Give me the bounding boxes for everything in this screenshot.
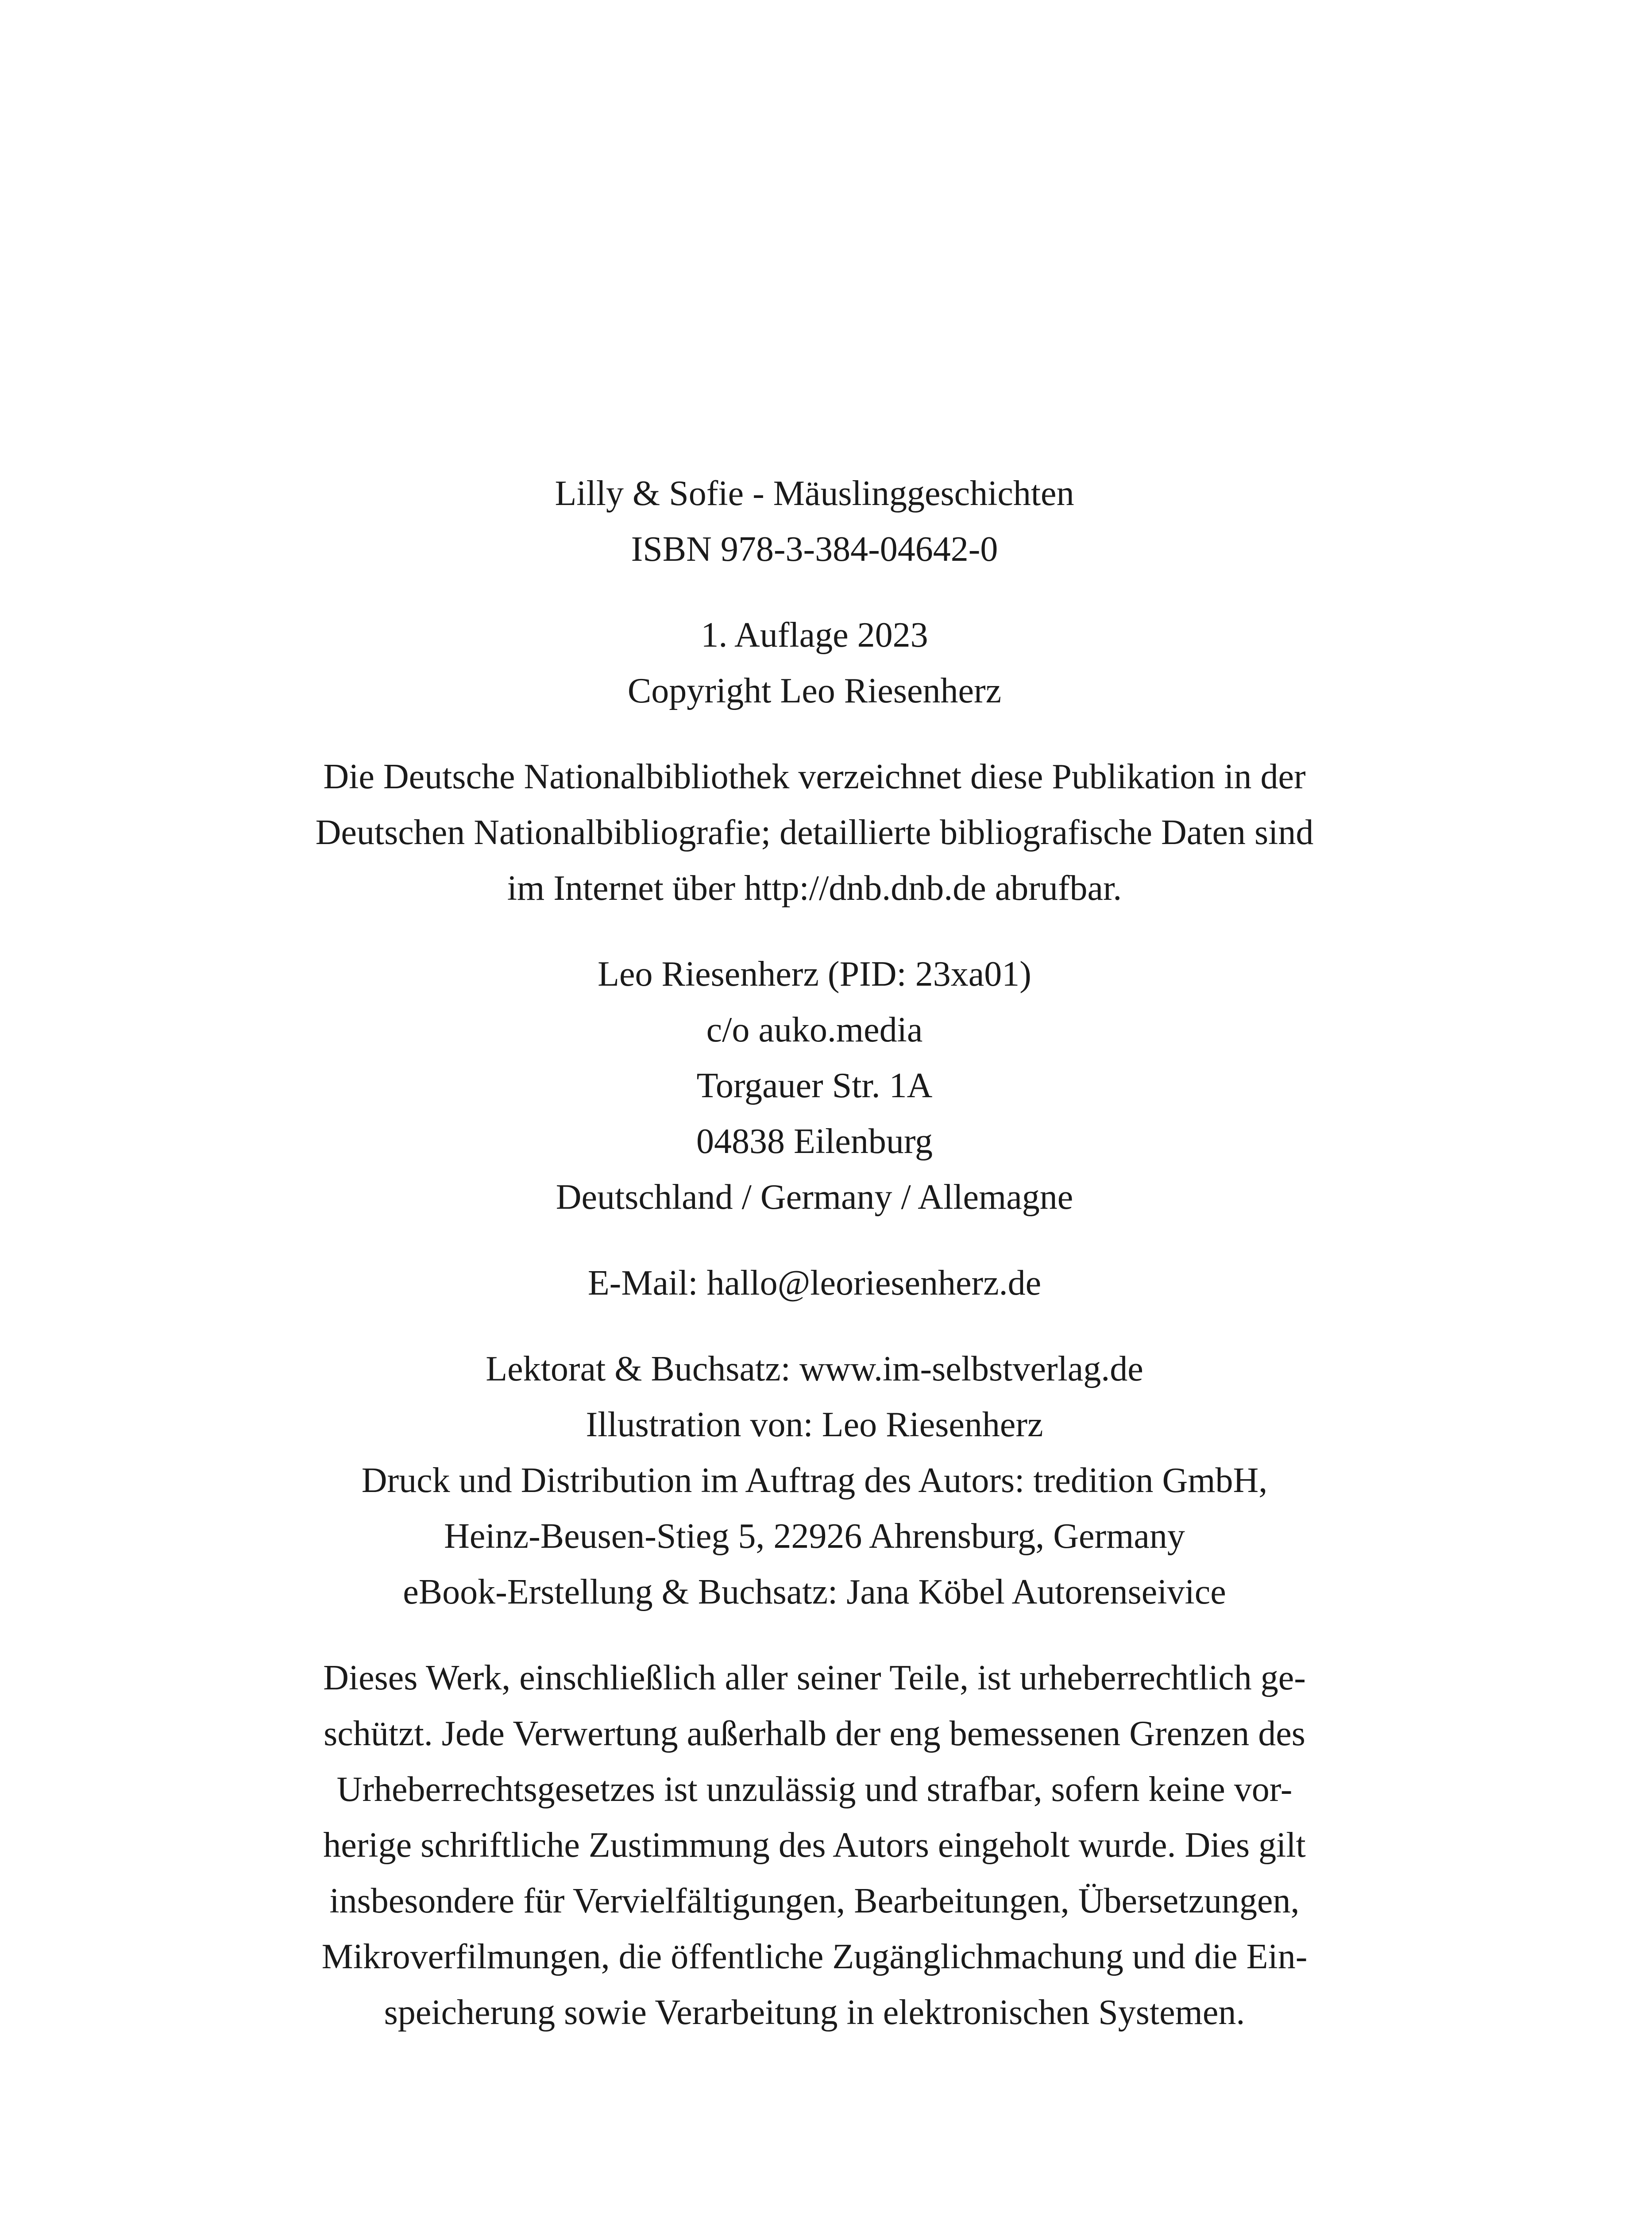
address-block (257, 946, 1372, 1225)
credits-line: Druck und Distribution im Auftrag des Autors: tredition GmbH, (361, 1461, 1268, 1500)
copyright-notice-line: Dieses Werk, einschließlich aller seiner Teile, ist urheberrechtlich ge- (323, 1658, 1306, 1697)
edition-block (257, 607, 1372, 719)
address-line: Torgauer Str. 1A (696, 1066, 933, 1105)
credits-line: Illustration von: Leo Riesenherz (586, 1405, 1043, 1444)
book-title: Lilly & Sofie - Mäuslinggeschichten (555, 474, 1074, 513)
address-line: Leo Riesenherz (PID: 23xa01) (598, 955, 1031, 994)
copyright-notice-block (257, 1650, 1372, 2040)
copyright-notice-line: insbesondere für Vervielfältigungen, Bearbeitungen, Übersetzungen, (329, 1881, 1300, 1920)
imprint-page (257, 466, 1372, 2040)
credits-line: Lektorat & Buchsatz: www.im-selbstverlag.de (486, 1349, 1143, 1388)
contact-block (257, 1255, 1372, 1311)
edition: 1. Auflage 2023 (701, 616, 928, 655)
credits-line: Heinz-Beusen-Stieg 5, 22926 Ahrensburg, Germany (444, 1517, 1185, 1556)
address-line: 04838 Eilenburg (696, 1122, 933, 1161)
dnb-notice-block (257, 749, 1372, 916)
address-line: c/o auko.media (706, 1010, 923, 1049)
credits-block (257, 1341, 1372, 1620)
copyright-notice-line: herige schriftliche Zustimmung des Autors eingeholt wurde. Dies gilt (323, 1826, 1306, 1865)
book-info-block (257, 466, 1372, 577)
copyright-notice-line: Mikroverfilmungen, die öffentliche Zugänglichmachung und die Ein- (321, 1937, 1308, 1976)
address-line: Deutschland / Germany / Allemagne (556, 1178, 1073, 1217)
email: E-Mail: hallo@leoriesenherz.de (587, 1264, 1042, 1303)
dnb-notice-line: im Internet über http://dnb.dnb.de abrufbar. (507, 869, 1122, 908)
dnb-notice-line: Deutschen Nationalbibliografie; detaillierte bibliografische Daten sind (315, 813, 1314, 852)
copyright-notice-line: speicherung sowie Verarbeitung in elektronischen Systemen. (384, 1993, 1245, 2032)
isbn: ISBN 978-3-384-04642-0 (631, 530, 998, 569)
credits-line: eBook-Erstellung & Buchsatz: Jana Köbel Autorenseivice (403, 1573, 1226, 1612)
copyright-holder: Copyright Leo Riesenherz (627, 671, 1002, 710)
copyright-notice-line: Urheberrechtsgesetzes ist unzulässig und strafbar, sofern keine vor- (336, 1770, 1293, 1809)
dnb-notice-line: Die Deutsche Nationalbibliothek verzeichnet diese Publikation in der (323, 757, 1306, 796)
copyright-notice-line: schützt. Jede Verwertung außerhalb der eng bemessenen Grenzen des (324, 1714, 1305, 1753)
